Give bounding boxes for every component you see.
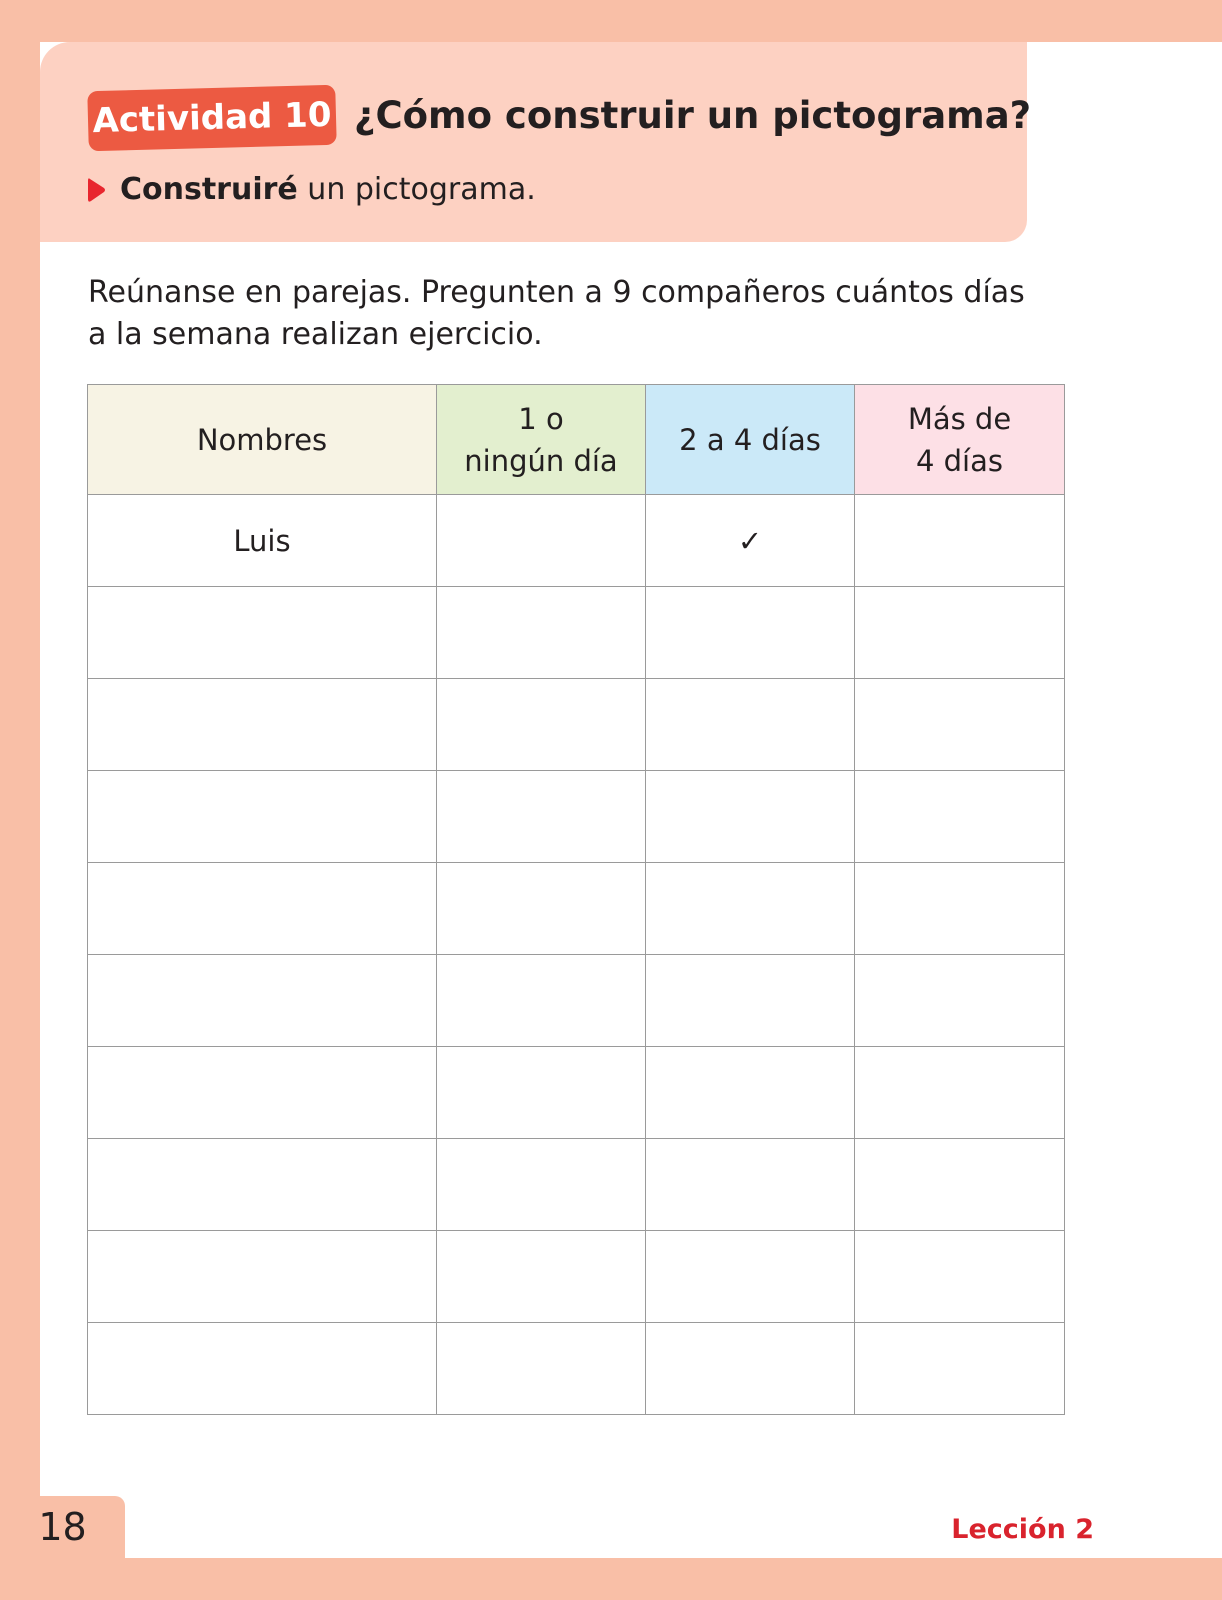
table-row xyxy=(88,679,1065,771)
header-names xyxy=(88,385,437,495)
instruction-text: Reúnanse en parejas. Pregunten a 9 compañeros cuántos días a la semana realizan ejercicio. xyxy=(88,275,1025,352)
tally-cell[interactable] xyxy=(646,1047,855,1139)
tally-cell[interactable] xyxy=(437,771,646,863)
table-row xyxy=(88,495,1065,587)
name-cell[interactable] xyxy=(88,1323,437,1415)
tally-cell[interactable] xyxy=(855,1139,1065,1231)
header-names-label: Nombres xyxy=(196,422,328,457)
table-row xyxy=(88,1323,1065,1415)
name-cell[interactable] xyxy=(88,587,437,679)
tally-cell[interactable] xyxy=(855,1231,1065,1323)
tally-cell[interactable] xyxy=(646,1323,855,1415)
survey-table xyxy=(87,384,1065,1415)
lesson-label: Lección 2 xyxy=(951,1514,1094,1545)
tally-cell[interactable] xyxy=(646,1231,855,1323)
activity-title: ¿Cómo construir un pictograma? xyxy=(354,94,1032,137)
header-none-or-one-day xyxy=(437,385,646,495)
tally-cell[interactable]: ✓ xyxy=(646,495,855,587)
name-cell[interactable] xyxy=(88,863,437,955)
name-cell[interactable] xyxy=(88,1047,437,1139)
tally-cell[interactable] xyxy=(855,1047,1065,1139)
tally-cell[interactable] xyxy=(646,771,855,863)
header-two-to-four-days xyxy=(646,385,855,495)
tally-cell[interactable] xyxy=(437,587,646,679)
tally-cell[interactable] xyxy=(437,863,646,955)
header-none-label-1: 1 o xyxy=(518,401,564,436)
objective-rest: un pictograma. xyxy=(297,172,536,207)
tally-cell[interactable] xyxy=(855,679,1065,771)
header-more-label-1: Más de xyxy=(907,401,1012,436)
table-row xyxy=(88,771,1065,863)
name-cell[interactable] xyxy=(88,1231,437,1323)
tally-cell[interactable] xyxy=(437,1139,646,1231)
table-row xyxy=(88,1047,1065,1139)
table-row xyxy=(88,587,1065,679)
name-cell[interactable] xyxy=(88,955,437,1047)
page-number: 18 xyxy=(0,1496,125,1558)
tally-cell[interactable] xyxy=(646,955,855,1047)
tally-cell[interactable] xyxy=(646,679,855,771)
table-row xyxy=(88,863,1065,955)
table-header-row xyxy=(88,385,1065,495)
table-row xyxy=(88,955,1065,1047)
table-row xyxy=(88,1231,1065,1323)
name-cell[interactable] xyxy=(88,771,437,863)
tally-cell[interactable] xyxy=(437,679,646,771)
tally-cell[interactable] xyxy=(855,495,1065,587)
objective xyxy=(88,172,536,207)
header-more-than-four-days xyxy=(855,385,1065,495)
tally-cell[interactable] xyxy=(855,955,1065,1047)
tally-cell[interactable] xyxy=(646,863,855,955)
tally-cell[interactable] xyxy=(437,1323,646,1415)
objective-verb: Construiré xyxy=(120,172,298,207)
name-cell[interactable]: Luis xyxy=(88,495,437,587)
tally-cell[interactable] xyxy=(855,771,1065,863)
tally-cell[interactable] xyxy=(855,863,1065,955)
tally-cell[interactable] xyxy=(437,955,646,1047)
header-mid-label: 2 a 4 días xyxy=(679,422,821,457)
name-cell[interactable] xyxy=(88,679,437,771)
tally-cell[interactable] xyxy=(855,587,1065,679)
tally-cell[interactable] xyxy=(646,587,855,679)
header-more-label-2: 4 días xyxy=(915,443,1003,478)
tally-cell[interactable] xyxy=(855,1323,1065,1415)
tally-cell[interactable] xyxy=(437,495,646,587)
objective-text xyxy=(120,172,536,207)
table-row xyxy=(88,1139,1065,1231)
activity-badge: Actividad 10 xyxy=(87,85,336,151)
name-cell[interactable] xyxy=(88,1139,437,1231)
tally-cell[interactable] xyxy=(646,1139,855,1231)
play-arrow-icon xyxy=(88,177,106,203)
header-none-label-2: ningún día xyxy=(464,443,618,478)
tally-cell[interactable] xyxy=(437,1047,646,1139)
tally-cell[interactable] xyxy=(437,1231,646,1323)
